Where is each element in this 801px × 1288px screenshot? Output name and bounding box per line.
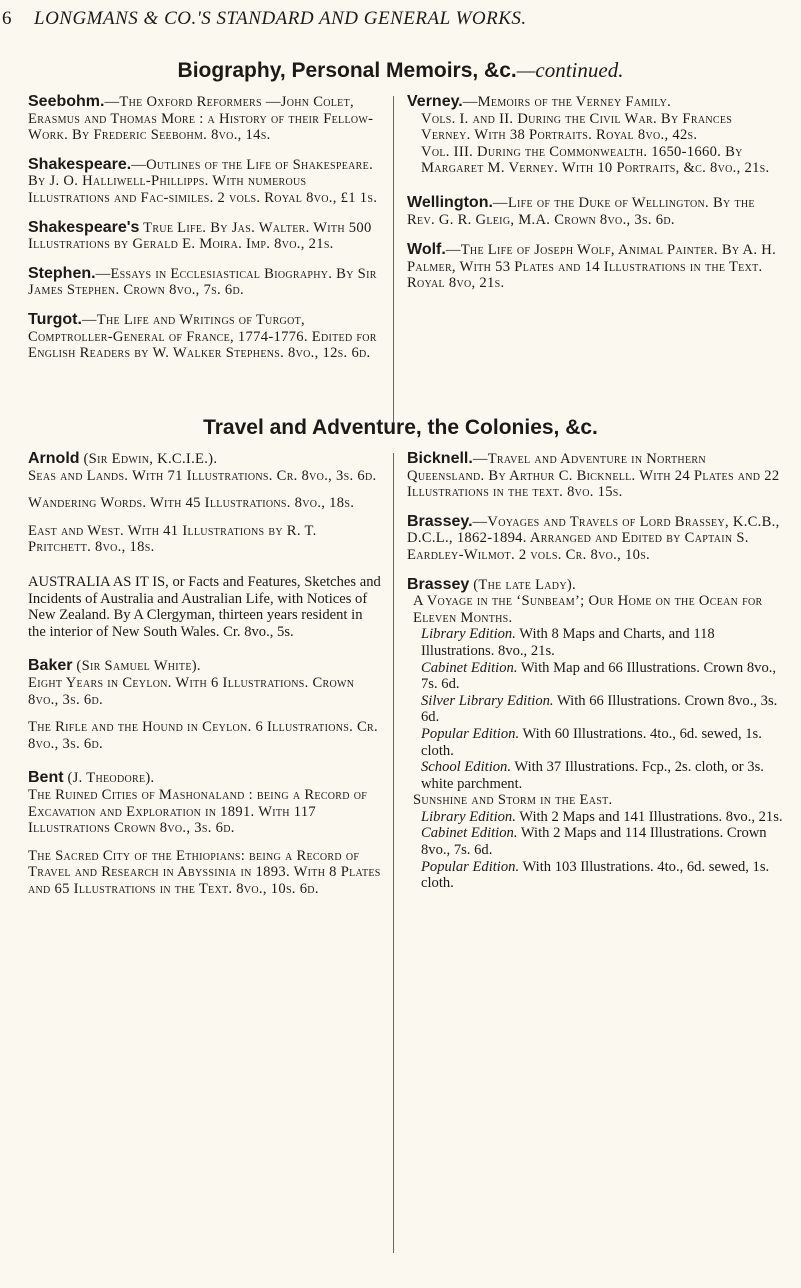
travel-left-column [28,451,383,910]
entry-seebohm [28,94,383,144]
entry-arnold [28,451,383,556]
travel-right-column [407,451,783,905]
entry-shakespeare-outlines [28,157,383,207]
entry-head-rest: (J. Theodore). [63,770,155,787]
running-header [0,8,801,42]
entry-desc: —The Life and Writings of Turgot, Comptroller-General of France, 1774-1776. Edited for English Readers by W. Walker Stephens. 8vo., 12s. 6d. [28,311,377,362]
entry-shakespeare-true-life [28,220,383,253]
entry-head: Shakespeare's [28,218,140,236]
entry-desc: or Facts and Features, Sketches and Incidents of Australia and Australian Life, with Notices of New Zealand. By A Clergyman, thirteen years resident in the interior of New South Wales. Cr. 8vo., 5s. [28,573,381,640]
sunshine-edition: Library Edition. With 2 Maps and 141 Illustrations. 8vo., 21s. [421,808,783,825]
entry-head: Turgot. [28,310,82,328]
verney-vol-3: Vol. III. During the Commonwealth. 1650-1660. By Margaret M. Verney. With 10 Portraits, &c. 8vo., 21s. [421,143,770,177]
entry-desc: —Voyages and Travels of Lord Brassey, K.C.B., D.C.L., 1862-1894. Arranged and Edited by Captain S. Eardley-Wilmot. 2 vols. Cr. 8vo., 10s. [407,513,780,563]
section-title-continued: —continued. [516,58,624,82]
entry-desc: —Travel and Adventure in Northern Queensland. By Arthur C. Bicknell. With 24 Plates and 22 Illustrations in the text. 8vo. 15s. [407,451,780,501]
entry-head: Verney. [407,93,463,110]
voyage-edition: School Edition. With 37 Illustrations. Fcp., 2s. cloth, or 3s. white parchment. [421,759,764,792]
entry-baker [28,658,383,752]
entry-head-rest: (Sir Edwin, K.C.I.E.). [79,451,218,467]
entry-desc: —Essays in Ecclesiastical Biography. By Sir James Stephen. Crown 8vo., 7s. 6d. [28,265,377,299]
entry-head-rest: (Sir Samuel White). [72,658,201,675]
entry-australia [28,574,383,640]
entry-head: Brassey. [407,512,473,530]
arnold-item: Seas and Lands. With 71 Illustrations. Cr. 8vo., 3s. 6d. [28,467,377,484]
section-title-text: Travel and Adventure, the Colonies, &c. [203,416,598,439]
voyage-edition: Library Edition. With 8 Maps and Charts, and 118 Illustrations. 8vo., 21s. [421,626,715,659]
entry-brassey-lady [407,577,783,892]
entry-head: Shakespeare. [28,155,132,173]
entry-head: Wellington. [407,193,493,211]
entry-desc: —Life of the Duke of Wellington. By the Rev. G. R. Gleig, M.A. Crown 8vo., 3s. 6d. [407,194,755,228]
entry-stephen [28,266,383,299]
entry-verney [407,94,783,177]
baker-item: The Rifle and the Hound in Ceylon. 6 Illustrations. Cr. 8vo., 3s. 6d. [28,719,378,752]
section-title-travel [0,416,801,440]
section-title-biography [0,58,801,83]
voyage-edition: Popular Edition. With 60 Illustrations. 4to., 6d. sewed, 1s. cloth. [421,725,762,759]
entry-desc: —Outlines of the Life of Shakespeare. By J. O. Halliwell-Phillipps. With numerous Illustrations and Fac-similes. 2 vols. Royal 8vo., £1 1s. [28,156,378,206]
entry-desc: —The Oxford Reformers —John Colet, Erasmus and Thomas More : a History of their Fellow-Work. By Frederic Seebohm. 8vo., 14s. [28,94,374,144]
section-title-text: Biography, Personal Memoirs, &c. [177,59,517,82]
column-divider [393,453,394,1253]
entry-wolf [407,242,783,292]
bent-item: The Ruined Cities of Mashonaland : being a Record of Excavation and Exploration in 1891. With 117 Illustrations Crown 8vo., 3s. 6d. [28,786,368,837]
sunshine-edition: Cabinet Edition. With 2 Maps and 114 Illustrations. Crown 8vo., 7s. 6d. [421,825,767,859]
entry-turgot [28,312,383,362]
entry-head: Bent [28,769,64,787]
entry-head: Arnold [28,450,80,467]
entry-head: Wolf. [407,241,446,259]
entry-desc: True Life. By Jas. Walter. With 500 Illustrations by Gerald E. Moira. Imp. 8vo., 21s. [28,219,372,253]
biography-left-column [28,94,383,375]
sunshine-edition: Popular Edition. With 103 Illustrations. 4to., 6d. sewed, 1s. cloth. [421,858,770,892]
entry-head: Bicknell. [407,450,473,467]
biography-right-column [407,94,783,305]
entry-bent [28,770,383,897]
entry-brassey [407,514,783,564]
page-number: 6 [2,8,12,29]
voyage-edition: Cabinet Edition. With Map and 66 Illustrations. Crown 8vo., 7s. 6d. [421,659,777,693]
entry-desc: —Memoirs of the Verney Family. [462,94,672,110]
entry-head: Baker [28,657,73,675]
entry-bicknell [407,451,783,501]
entry-head-rest: (The late Lady). [469,576,576,593]
sunshine-title: Sunshine and Storm in the East. [413,792,613,809]
voyage-title: A Voyage in the ‘Sunbeam’; Our Home on the Ocean for Eleven Months. [413,593,763,626]
arnold-item: Wandering Words. With 45 Illustrations. 8vo., 18s. [28,495,355,512]
column-divider [393,96,394,426]
verney-vols-1-2: Vols. I. and II. During the Civil War. By Frances Verney. With 38 Portraits. Royal 8vo., 42s. [421,110,733,144]
entry-head: AUSTRALIA AS IT IS, [28,573,169,590]
arnold-item: East and West. With 41 Illustrations by R. T. Pritchett. 8vo., 18s. [28,522,317,556]
entry-head: Seebohm. [28,93,105,110]
entry-head: Stephen. [28,264,96,282]
entry-wellington [407,195,783,228]
running-title: LONGMANS & CO.'S STANDARD AND GENERAL WORKS. [34,8,527,29]
entry-desc: —The Life of Joseph Wolf, Animal Painter. By A. H. Palmer, With 53 Plates and 14 Illustrations in the Text. Royal 8vo, 21s. [407,242,777,292]
bent-item: The Sacred City of the Ethiopians: being a Record of Travel and Research in Abyssinia in 1893. With 8 Plates and 65 Illustrations in the Text. 8vo., 10s. 6d. [28,847,381,897]
baker-item: Eight Years in Ceylon. With 6 Illustrations. Crown 8vo., 3s. 6d. [28,674,355,708]
entry-head: Brassey [407,575,470,593]
voyage-edition: Silver Library Edition. With 66 Illustrations. Crown 8vo., 3s. 6d. [421,692,778,726]
